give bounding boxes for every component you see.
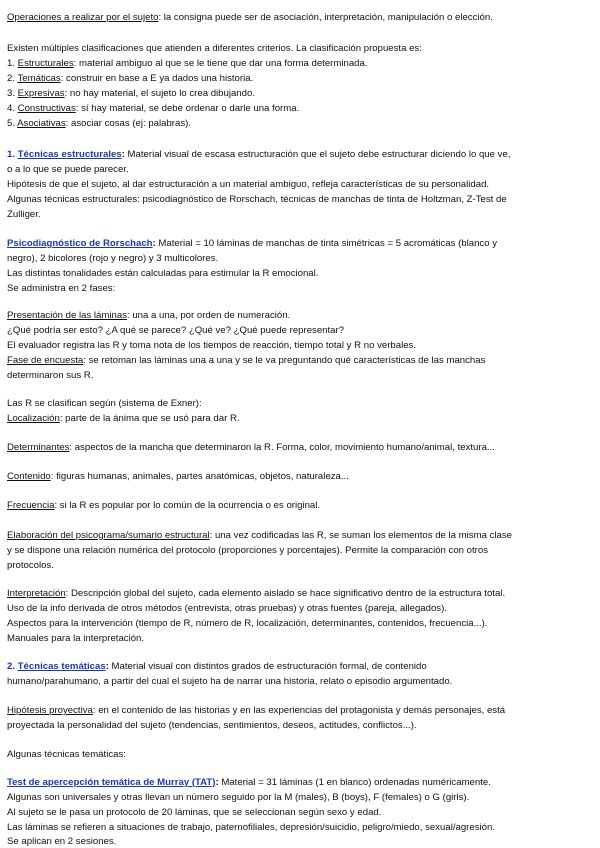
term-tematicas: Temáticas bbox=[17, 73, 61, 84]
term-asociativas: Asociativas bbox=[17, 118, 66, 129]
term-line bbox=[7, 442, 495, 454]
term-determinantes: Determinantes bbox=[7, 442, 70, 453]
paragraph-line bbox=[7, 370, 93, 382]
term-operaciones: Operaciones a realizar por el sujeto bbox=[7, 12, 159, 23]
section-heading-tematicas bbox=[7, 661, 427, 673]
paragraph-line bbox=[7, 283, 115, 295]
intro-operaciones bbox=[7, 12, 493, 24]
text: Las láminas se refieren a situaciones de trabajo, paternofiliales, depresión/suicidio, peligro/miedo, sexual/agresión. bbox=[7, 822, 495, 833]
section-heading-estructurales bbox=[7, 149, 510, 161]
list-item bbox=[7, 73, 253, 85]
text: Algunas son universales y otras llevan un número seguido por la M (males), B (boys), F (females) o G (girls). bbox=[7, 792, 470, 803]
phase-presentacion bbox=[7, 310, 290, 322]
term-hipotesis-proyectiva: Hipótesis proyectiva bbox=[7, 705, 93, 716]
term-line bbox=[7, 471, 349, 483]
text: Existen múltiples clasificaciones que atienden a diferentes criterios. La clasificación propuesta es: bbox=[7, 43, 422, 54]
text: : se retoman las láminas una a una y se le va preguntando qué características de las manchas bbox=[83, 355, 486, 366]
text: : Descripción global del sujeto, cada elemento aislado se hace significativo dentro de la estructura total. bbox=[65, 588, 506, 599]
paragraph-line bbox=[7, 836, 116, 848]
list-item bbox=[7, 118, 191, 130]
section-number: 1. bbox=[7, 149, 18, 160]
paragraph-line bbox=[7, 253, 218, 265]
paragraph-line bbox=[7, 676, 452, 688]
paragraph-line bbox=[7, 398, 202, 410]
heading-tat bbox=[7, 777, 491, 789]
term-line bbox=[7, 500, 320, 512]
text: negro), 2 bicolores (rojo y negro) y 3 multicolores. bbox=[7, 253, 219, 264]
paragraph-line bbox=[7, 633, 144, 645]
text: Al sujeto se le pasa un protocolo de 20 láminas, que se seleccionan según sexo y edad. bbox=[7, 807, 382, 818]
text: Aspectos para la intervención (tiempo de R, número de R, localización, determinantes, contenidos, frecuencia...). bbox=[7, 618, 488, 629]
term-contenido: Contenido bbox=[7, 471, 51, 482]
text: : material ambiguo al que se le tiene que dar una forma determinada. bbox=[73, 58, 368, 69]
text: : parte de la ánima que se usó para dar R. bbox=[59, 413, 240, 424]
term-line bbox=[7, 588, 505, 600]
text: : en el contenido de las historias y en las experiencias del protagonista y demás personajes, está bbox=[92, 705, 506, 716]
link-tecnicas-estructurales[interactable]: Técnicas estructurales bbox=[17, 149, 122, 160]
text: Material visual de escasa estructuración que el sujeto debe estructurar diciendo lo que ve, bbox=[124, 149, 511, 160]
term-line bbox=[7, 705, 505, 717]
paragraph-line bbox=[7, 209, 41, 221]
paragraph-line bbox=[7, 325, 344, 337]
text: : una a una, por orden de numeración. bbox=[127, 310, 291, 321]
section-number: 2. bbox=[7, 661, 18, 672]
link-tecnicas-tematicas[interactable]: Técnicas temáticas bbox=[17, 661, 106, 672]
text: y se dispone una relación numérica del protocolo (proporciones y porcentajes). Permite la comparación con otros bbox=[7, 545, 489, 556]
text: Material = 31 láminas (1 en blanco) ordenadas numéricamente. bbox=[218, 777, 491, 788]
list-number: 4. bbox=[7, 103, 18, 114]
term-presentacion-laminas: Presentación de las láminas bbox=[7, 310, 127, 321]
text: Uso de la info derivada de otros métodos (entrevista, otras pruebas) y otras fuentes (pareja, allegados). bbox=[7, 603, 447, 614]
paragraph-line bbox=[7, 807, 381, 819]
term-localizacion: Localización bbox=[7, 413, 60, 424]
text: protocolos. bbox=[7, 560, 54, 571]
text: Hipótesis de que el sujeto, al dar estructuración a un material ambiguo, refleja características de su personalidad. bbox=[7, 179, 490, 190]
text: : construir en base a E ya dados una historia. bbox=[60, 73, 254, 84]
term-line bbox=[7, 413, 240, 425]
list-number: 1. bbox=[7, 58, 18, 69]
classification-intro bbox=[7, 43, 422, 55]
text: proyectada la personalidad del sujeto (tendencias, sentimientos, deseos, actitudes, conflictos...). bbox=[7, 720, 417, 731]
list-number: 2. bbox=[7, 73, 18, 84]
text: : sí hay material, se debe ordenar o darle una forma. bbox=[75, 103, 300, 114]
text: Se aplican en 2 sesiones. bbox=[7, 836, 117, 847]
term-expresivas: Expresivas bbox=[17, 88, 65, 99]
text: : si la R es popular por lo común de la ocurrencia o es original. bbox=[54, 500, 321, 511]
paragraph-line bbox=[7, 340, 416, 352]
text: : bbox=[105, 661, 109, 672]
text: humano/parahumano, a partir del cual el sujeto ha de narrar una historia, relato o episodio argumentado. bbox=[7, 676, 453, 687]
term-frecuencia: Frecuencia bbox=[7, 500, 55, 511]
list-number: 5. bbox=[7, 118, 18, 129]
text: o a lo que se puede parecer. bbox=[7, 164, 129, 175]
text: determinaron sus R. bbox=[7, 370, 94, 381]
term-elaboracion-psicograma: Elaboración del psicograma/sumario estructural bbox=[7, 530, 210, 541]
paragraph-line bbox=[7, 603, 447, 615]
paragraph-line bbox=[7, 720, 417, 732]
text: Algunas técnicas estructurales: psicodiagnóstico de Rorschach, técnicas de manchas de tinta de Holtzman, Z-Test de bbox=[7, 194, 507, 205]
paragraph-line bbox=[7, 822, 495, 834]
text: Material = 10 láminas de manchas de tinta simétricas = 5 acromáticas (blanco y bbox=[155, 238, 498, 249]
paragraph-line bbox=[7, 618, 487, 630]
text: Se administra en 2 fases: bbox=[7, 283, 116, 294]
link-psicodiagnostico-rorschach[interactable]: Psicodiagnóstico de Rorschach bbox=[7, 238, 153, 249]
text: : bbox=[121, 149, 125, 160]
list-item bbox=[7, 88, 255, 100]
term-constructivas: Constructivas bbox=[17, 103, 76, 114]
text: : la consigna puede ser de asociación, interpretación, manipulación o elección. bbox=[158, 12, 493, 23]
paragraph-line bbox=[7, 194, 507, 206]
heading-rorschach bbox=[7, 238, 497, 250]
text: ¿Qué podría ser esto? ¿A qué se parece? ¿Qué ve? ¿Qué puede representar? bbox=[7, 325, 345, 336]
list-item bbox=[7, 58, 368, 70]
paragraph-line bbox=[7, 545, 488, 557]
phase-encuesta bbox=[7, 355, 485, 367]
text: Las distintas tonalidades están calculadas para estimular la R emocional. bbox=[7, 268, 319, 279]
paragraph-line bbox=[7, 164, 129, 176]
text: : una vez codificadas las R, se suman los elementos de la misma clase bbox=[209, 530, 512, 541]
text: : bbox=[215, 777, 219, 788]
text: El evaluador registra las R y toma nota de los tiempos de reacción, tiempo total y R no verbales. bbox=[7, 340, 417, 351]
text: Material visual con distintos grados de estructuración formal, de contenido bbox=[108, 661, 427, 672]
link-test-tat[interactable]: Test de apercepción temática de Murray (TAT) bbox=[7, 777, 216, 788]
text: : bbox=[152, 238, 156, 249]
paragraph-line bbox=[7, 268, 318, 280]
text: Zulliger. bbox=[7, 209, 41, 220]
term-estructurales: Estructurales bbox=[17, 58, 74, 69]
list-number: 3. bbox=[7, 88, 18, 99]
text: Manuales para la interpretación. bbox=[7, 633, 145, 644]
paragraph-line bbox=[7, 560, 54, 572]
list-item bbox=[7, 103, 299, 115]
text: : no hay material, el sujeto lo crea dibujando. bbox=[64, 88, 255, 99]
term-fase-encuesta: Fase de encuesta bbox=[7, 355, 84, 366]
text: Algunas técnicas temáticas: bbox=[7, 749, 126, 760]
text: : aspectos de la mancha que determinaron la R. Forma, color, movimiento humano/animal, textura... bbox=[69, 442, 495, 453]
text: Las R se clasifican según (sistema de Exner): bbox=[7, 398, 202, 409]
paragraph-line bbox=[7, 792, 469, 804]
text: : asociar cosas (ej: palabras). bbox=[65, 118, 191, 129]
term-interpretacion: Interpretación bbox=[7, 588, 66, 599]
term-line bbox=[7, 530, 512, 542]
text: : figuras humanas, animales, partes anatómicas, objetos, naturaleza... bbox=[50, 471, 349, 482]
paragraph-line bbox=[7, 749, 126, 761]
paragraph-line bbox=[7, 179, 489, 191]
